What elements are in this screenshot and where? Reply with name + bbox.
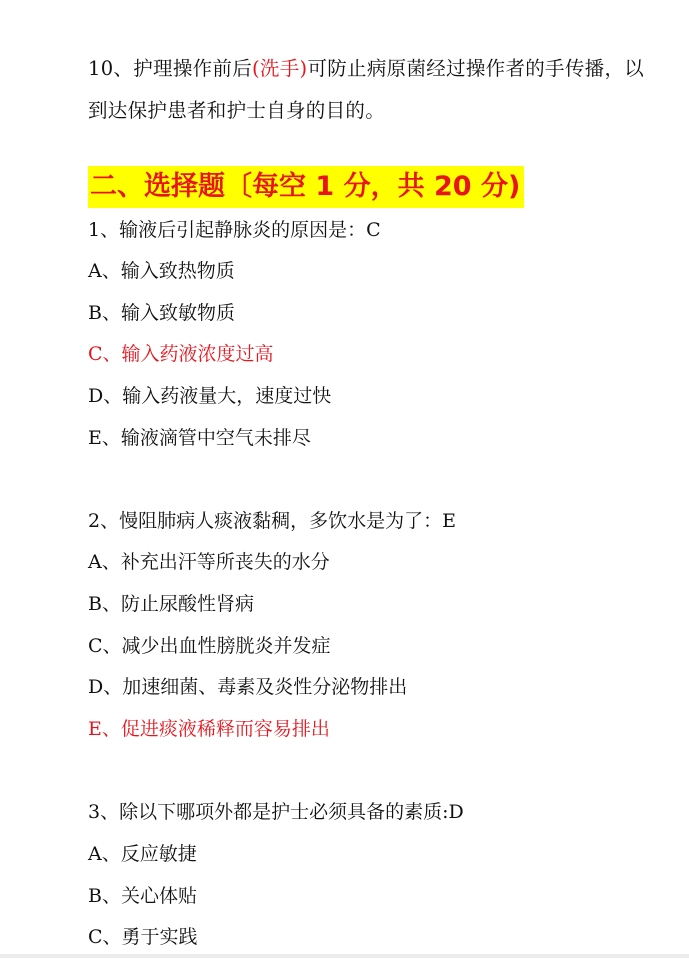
question-10-prefix: 10、护理操作前后 bbox=[88, 57, 253, 80]
option-item: A、补充出汗等所丧失的水分 bbox=[88, 551, 330, 573]
question-10-answer: (洗手) bbox=[252, 57, 308, 80]
question-stem: 1、输液后引起静脉炎的原因是：C bbox=[88, 219, 381, 241]
section-heading: 二、选择题〔每空 1 分，共 20 分) bbox=[88, 166, 524, 208]
option-item: A、反应敏捷 bbox=[88, 843, 197, 865]
option-item: D、加速细菌、毒素及炎性分泌物排出 bbox=[88, 676, 408, 698]
question-stem: 3、除以下哪项外都是护士必须具备的素质:D bbox=[88, 801, 464, 823]
option-item-correct: E、促进痰液稀释而容易排出 bbox=[88, 718, 330, 740]
fill-in-question-10 bbox=[88, 48, 658, 132]
option-item: D、输入药液量大，速度过快 bbox=[88, 385, 332, 407]
option-item: B、关心体贴 bbox=[88, 885, 197, 907]
option-item: B、输入致敏物质 bbox=[88, 302, 235, 324]
option-item: C、勇于实践 bbox=[88, 926, 198, 948]
question-10-suffix: 可防止病原菌经过操作者的手传播，以到达保护患者和护士自身的目的。 bbox=[88, 57, 645, 122]
option-item: E、输液滴管中空气未排尽 bbox=[88, 427, 311, 449]
question-stem: 2、慢阻肺病人痰液黏稠，多饮水是为了：E bbox=[88, 510, 456, 532]
page-bottom-edge bbox=[0, 954, 689, 958]
option-item: B、防止尿酸性肾病 bbox=[88, 593, 254, 615]
option-item: A、输入致热物质 bbox=[88, 260, 235, 282]
option-item-correct: C、输入药液浓度过高 bbox=[88, 343, 274, 365]
option-item: C、减少出血性膀胱炎并发症 bbox=[88, 635, 331, 657]
